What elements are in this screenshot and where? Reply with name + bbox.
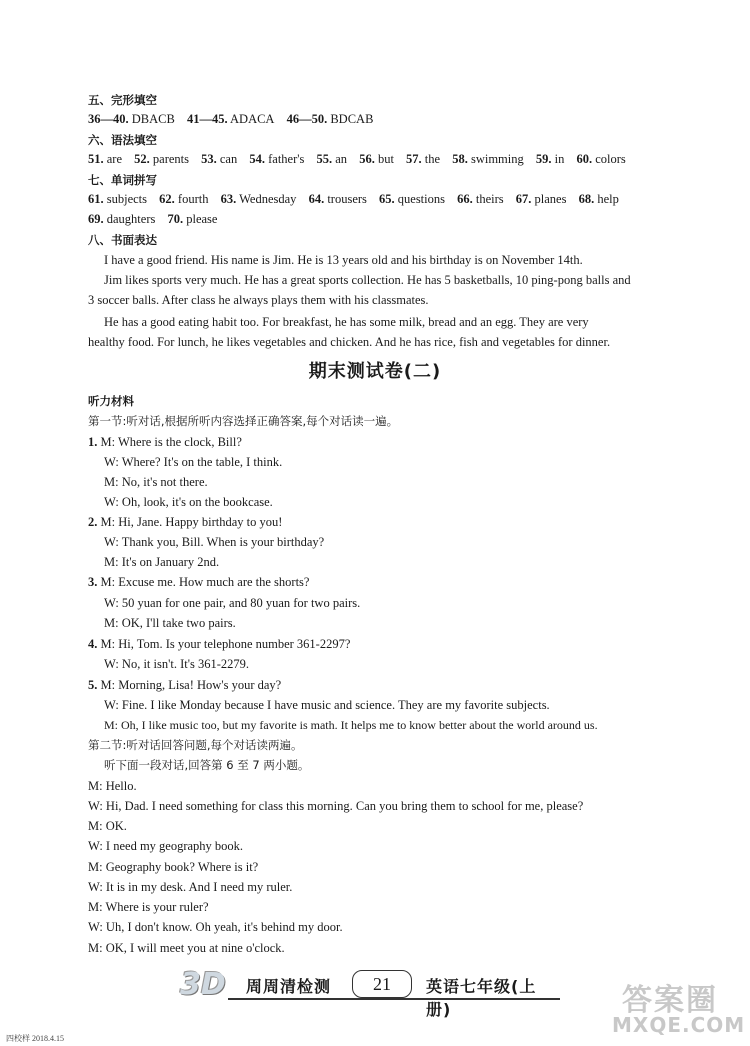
answer-item: 67. planes: [515, 192, 567, 206]
part2-line: W: Hi, Dad. I need something for class this morning. Can you bring them to school for me, please?: [88, 799, 584, 813]
exam-title: 期末测试卷(二): [308, 361, 442, 382]
dialogue-2-line: M: It's on January 2nd.: [104, 555, 220, 569]
dialogue-4-line: 4. M: Hi, Tom. Is your telephone number 361-2297?: [88, 637, 351, 651]
answer-item: 61. subjects: [88, 192, 148, 206]
dialogue-2-line: 2. M: Hi, Jane. Happy birthday to you!: [88, 515, 283, 529]
answer-item: 63. Wednesday: [220, 192, 297, 206]
answer-item: 66. theirs: [457, 192, 504, 206]
part2-line: M: Geography book? Where is it?: [88, 860, 259, 874]
part2-intro: 第二节:听对话回答问题,每个对话读两遍。: [88, 738, 303, 752]
answer-item: 62. fourth: [159, 192, 209, 206]
dialogue-2-line: W: Thank you, Bill. When is your birthday?: [104, 535, 325, 549]
essay-line: Jim likes sports very much. He has a great sports collection. He has 5 basketballs, 10 ping-pong balls and: [104, 273, 631, 287]
part2-line: W: I need my geography book.: [88, 839, 244, 853]
answer-item: 58. swimming: [452, 152, 524, 166]
dialogue-5-line: 5. M: Morning, Lisa! How's your day?: [88, 678, 282, 692]
answer-item: 53. can: [201, 152, 238, 166]
answer-item: 51. are: [88, 152, 123, 166]
proof-stamp: 四校样 2018.4.15: [6, 1034, 64, 1043]
essay-line: healthy food. For lunch, he likes vegetables and chicken. And he has rice, fish and vegetables for dinner.: [88, 335, 611, 349]
series-logo: 3D: [180, 967, 226, 1002]
essay-line: He has a good eating habit too. For breakfast, he has some milk, bread and an egg. They are very: [104, 315, 589, 329]
answer-item: 70. please: [167, 212, 218, 226]
page-number: 21: [352, 970, 412, 998]
section-7-title: 七、单词拼写: [88, 173, 157, 187]
watermark: [608, 975, 744, 1039]
answer-item: 41—45. ADACA: [186, 112, 275, 126]
dialogue-3-line: W: 50 yuan for one pair, and 80 yuan for two pairs.: [104, 596, 361, 610]
part2-line: M: Hello.: [88, 779, 137, 793]
listening-heading: 听力材料: [88, 394, 134, 408]
section-6-title: 六、语法填空: [88, 133, 157, 147]
essay-line: I have a good friend. His name is Jim. He is 13 years old and his birthday is on November 14th.: [104, 253, 583, 267]
footer-subject: 英语七年级(上册): [426, 977, 537, 1019]
part2-line: M: OK.: [88, 819, 127, 833]
section-8-title: 八、书面表达: [88, 233, 157, 247]
answer-item: 69. daughters: [88, 212, 156, 226]
dialogue-3-line: 3. M: Excuse me. How much are the shorts?: [88, 575, 310, 589]
answer-item: 52. parents: [134, 152, 189, 166]
watermark-top: 答案圈: [622, 983, 718, 1018]
answer-item: 60. colors: [576, 152, 626, 166]
answer-item: 68. help: [578, 192, 619, 206]
part2-line: M: OK, I will meet you at nine o'clock.: [88, 941, 285, 955]
part2-line: M: Where is your ruler?: [88, 900, 209, 914]
part2-line: W: It is in my desk. And I need my ruler.: [88, 880, 293, 894]
footer-brand: 周周清检测: [246, 977, 332, 996]
section-7-answers-row2: [88, 211, 226, 227]
answer-item: 54. father's: [249, 152, 305, 166]
dialogue-5-line: W: Fine. I like Monday because I have music and science. They are my favorite subjects.: [104, 698, 550, 712]
dialogue-3-line: M: OK, I'll take two pairs.: [104, 616, 236, 630]
page-footer: [180, 966, 560, 1019]
answer-item: 59. in: [535, 152, 565, 166]
dialogue-1-line: 1. M: Where is the clock, Bill?: [88, 435, 242, 449]
watermark-bottom: MXQE.COM: [612, 1013, 746, 1037]
part1-intro: 第一节:听对话,根据所听内容选择正确答案,每个对话读一遍。: [88, 414, 399, 428]
section-5-answers: [88, 111, 382, 127]
answer-item: 56. but: [359, 152, 394, 166]
answer-item: 57. the: [406, 152, 441, 166]
part2-sub: 听下面一段对话,回答第 6 至 7 两小题。: [104, 758, 310, 772]
answer-item: 46—50. BDCAB: [286, 112, 374, 126]
dialogue-1-line: M: No, it's not there.: [104, 475, 208, 489]
dialogue-1-line: W: Oh, look, it's on the bookcase.: [104, 495, 273, 509]
part2-line: W: Uh, I don't know. Oh yeah, it's behind my door.: [88, 920, 343, 934]
essay-line: 3 soccer balls. After class he always plays them with his classmates.: [88, 293, 429, 307]
answer-item: 64. trousers: [308, 192, 367, 206]
answer-item: 55. an: [316, 152, 348, 166]
section-7-answers-row1: [88, 191, 628, 207]
answer-item: 65. questions: [379, 192, 445, 206]
section-6-answers: [88, 151, 635, 167]
dialogue-5-line: M: Oh, I like music too, but my favorite is math. It helps me to know better about the world around us.: [104, 718, 598, 732]
section-5-title: 五、完形填空: [88, 93, 157, 107]
dialogue-4-line: W: No, it isn't. It's 361-2279.: [104, 657, 250, 671]
dialogue-1-line: W: Where? It's on the table, I think.: [104, 455, 283, 469]
answer-item: 36—40. DBACB: [88, 112, 175, 126]
